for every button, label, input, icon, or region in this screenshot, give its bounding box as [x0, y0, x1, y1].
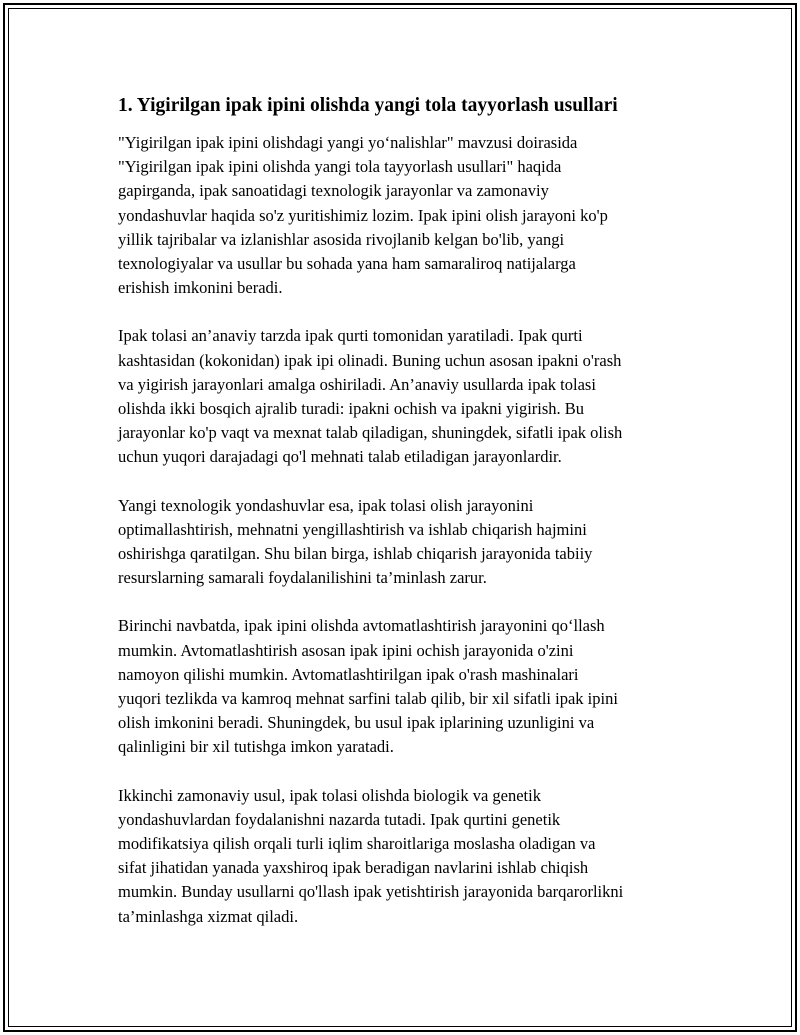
- text-line: mumkin. Bunday usullarni qo'llash ipak yetishtirish jarayonida barqarorlikni: [118, 882, 624, 902]
- text-line: oshirishga qaratilgan. Shu bilan birga, ishlab chiqarish jarayonida tabiiy: [118, 544, 593, 564]
- text-line: Yangi texnologik yondashuvlar esa, ipak tolasi olish jarayonini: [118, 495, 534, 515]
- text-line: optimallashtirish, mehnatni yengillashtirish va ishlab chiqarish hajmini: [118, 519, 587, 539]
- text-line: mumkin. Avtomatlashtirish asosan ipak ipini ochish jarayonida o'zini: [118, 640, 574, 660]
- text-line: erishish imkonini beradi.: [118, 278, 283, 298]
- document-body: [118, 92, 698, 953]
- text-line: olish imkonini beradi. Shuningdek, bu usul ipak iplarining uzunligini va: [118, 713, 595, 733]
- paragraph-4: [118, 614, 698, 759]
- text-line: qalinligini bir xil tutishga imkon yaratadi.: [118, 737, 394, 757]
- text-line: va yigirish jarayonlari amalga oshiriladi. An’anaviy usullarda ipak tolasi: [118, 374, 596, 394]
- text-line: jarayonlar ko'p vaqt va mexnat talab qiladigan, shuningdek, sifatli ipak olish: [118, 423, 623, 443]
- text-line: yondashuvlar haqida so'z yuritishimiz lozim. Ipak ipini olish jarayoni ko'p: [118, 205, 608, 225]
- paragraph-2: [118, 324, 698, 469]
- text-line: yillik tajribalar va izlanishlar asosida rivojlanib kelgan bo'lib, yangi: [118, 229, 565, 249]
- paragraph-1: [118, 131, 698, 300]
- text-line: sifat jihatidan yanada yaxshiroq ipak beradigan navlarini ishlab chiqish: [118, 858, 589, 878]
- text-line: Ikkinchi zamonaviy usul, ipak tolasi olishda biologik va genetik: [118, 785, 541, 805]
- text-line: namoyon qilishi mumkin. Avtomatlashtirilgan ipak o'rash mashinalari: [118, 664, 579, 684]
- text-line: texnologiyalar va usullar bu sohada yana ham samaraliroq natijalarga: [118, 254, 576, 274]
- text-line: kashtasidan (kokonidan) ipak ipi olinadi. Buning uchun asosan ipakni o'rash: [118, 350, 622, 370]
- paragraph-5: [118, 784, 698, 929]
- text-line: yuqori tezlikda va kamroq mehnat sarfini talab qilib, bir xil sifatli ipak ipini: [118, 689, 618, 709]
- text-line: Birinchi navbatda, ipak ipini olishda avtomatlashtirish jarayonini qo‘llash: [118, 616, 605, 636]
- text-line: ta’minlashga xizmat qiladi.: [118, 906, 299, 926]
- text-line: resurslarning samarali foydalanilishini ta’minlash zarur.: [118, 568, 487, 588]
- text-line: uchun yuqori darajadagi qo'l mehnati talab etiladigan jarayonlardir.: [118, 447, 562, 467]
- paragraph-3: [118, 494, 698, 591]
- text-line: gapirganda, ipak sanoatidagi texnologik jarayonlar va zamonaviy: [118, 181, 549, 201]
- section-heading: 1. Yigirilgan ipak ipini olishda yangi tola tayyorlash usullari: [118, 95, 618, 116]
- text-line: Ipak tolasi an’anaviy tarzda ipak qurti tomonidan yaratiladi. Ipak qurti: [118, 326, 583, 346]
- text-line: "Yigirilgan ipak ipini olishdagi yangi yo‘nalishlar" mavzusi doirasida: [118, 133, 578, 152]
- text-line: yondashuvlardan foydalanishni nazarda tutadi. Ipak qurtini genetik: [118, 809, 561, 829]
- text-line: modifikatsiya qilish orqali turli iqlim sharoitlariga moslasha oladigan va: [118, 834, 596, 854]
- text-line: olishda ikki bosqich ajralib turadi: ipakni ochish va ipakni yigirish. Bu: [118, 399, 585, 419]
- text-line: "Yigirilgan ipak ipini olishda yangi tola tayyorlash usullari" haqida: [118, 157, 562, 177]
